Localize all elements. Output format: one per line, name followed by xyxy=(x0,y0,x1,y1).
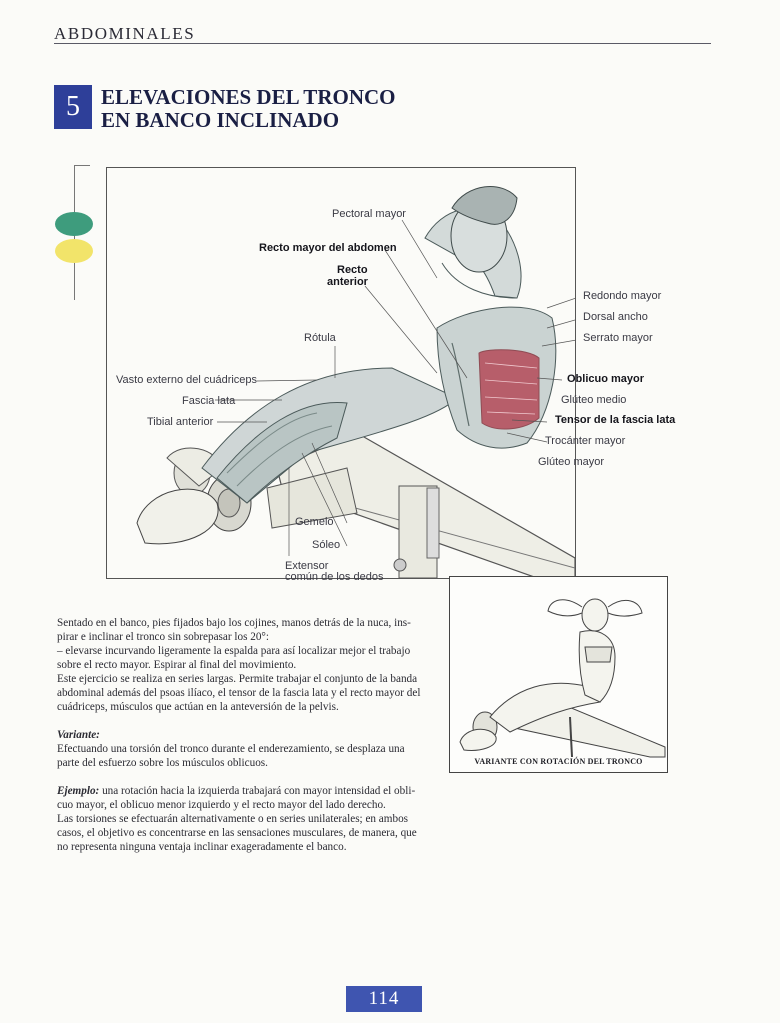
text-line: parte del esfuerzo sobre los músculos oblicuos. xyxy=(57,757,268,769)
text-line: Las torsiones se efectuarán alternativamente o en series unilaterales; en ambos xyxy=(57,813,409,825)
ejemplo-line xyxy=(57,784,430,798)
text-line: sobre el recto mayor. Espirar al final del movimiento. xyxy=(57,659,297,671)
exercise-number-badge: 5 xyxy=(54,85,92,129)
label-extensor-2: común de los dedos xyxy=(285,571,384,583)
label-tibial-anterior: Tibial anterior xyxy=(147,416,214,428)
label-gluteo-medio: Glúteo medio xyxy=(561,394,627,406)
label-gemelo: Gemelo xyxy=(295,516,334,528)
variant-drawing xyxy=(450,577,667,772)
level-dot-yellow xyxy=(55,239,93,263)
label-serrato-mayor: Serrato mayor xyxy=(583,332,653,344)
label-recto-mayor-abdomen: Recto mayor del abdomen xyxy=(259,242,397,254)
text-line: Efectuando una torsión del tronco durante el enderezamiento, se desplaza una xyxy=(57,743,405,755)
text-line: Este ejercicio se realiza en series largas. Permite trabajar el conjunto de la banda xyxy=(57,673,418,685)
ejemplo-text: una rotación hacia la izquierda trabajará con mayor intensidad el obli- xyxy=(99,785,416,797)
anatomy-illustration xyxy=(106,167,576,579)
ejemplo-label: Ejemplo: xyxy=(57,785,100,797)
side-bracket-top xyxy=(74,165,90,166)
exercise-title-line2: EN BANCO INCLINADO xyxy=(101,108,340,132)
label-redondo-mayor: Redondo mayor xyxy=(583,290,662,302)
text-line: no representa ninguna ventaja inclinar exageradamente el banco. xyxy=(57,841,347,853)
page-number: 114 xyxy=(346,986,422,1012)
text-line: cuádriceps, músculos que actúan en la anteversión de la pelvis. xyxy=(57,701,339,713)
label-gluteo-mayor: Glúteo mayor xyxy=(538,456,605,468)
label-trocanter-mayor: Trocánter mayor xyxy=(545,435,626,447)
text-line: Sentado en el banco, pies fijados bajo los cojines, manos detrás de la nuca, ins- xyxy=(57,617,411,629)
label-rotula: Rótula xyxy=(304,332,336,344)
label-oblicuo-mayor: Oblicuo mayor xyxy=(567,373,645,385)
label-dorsal-ancho: Dorsal ancho xyxy=(583,311,648,323)
text-line: – elevarse incurvando ligeramente la espalda para así localizar mejor el trabajo xyxy=(57,645,411,657)
label-vasto-externo: Vasto externo del cuádriceps xyxy=(116,374,258,386)
label-extensor-1: Extensor xyxy=(285,560,329,572)
section-header: ABDOMINALES xyxy=(54,24,196,43)
anatomy-drawing xyxy=(107,168,575,578)
label-soleo: Sóleo xyxy=(312,539,341,551)
description-text xyxy=(57,616,430,854)
level-dot-green xyxy=(55,212,93,236)
text-line: abdominal además del psoas ilíaco, el tensor de la fascia lata y el recto mayor del xyxy=(57,687,421,699)
label-anterior: anterior xyxy=(327,276,368,288)
label-recto: Recto xyxy=(337,264,368,276)
text-line: casos, el objetivo es concentrarse en las sensaciones musculares, de manera, que xyxy=(57,827,417,839)
exercise-title-line1: ELEVACIONES DEL TRONCO xyxy=(101,85,396,109)
text-line: pirar e inclinar el tronco sin sobrepasar los 20°: xyxy=(57,631,269,643)
variant-illustration xyxy=(449,576,668,773)
exercise-title xyxy=(101,86,395,132)
header-rule xyxy=(54,43,711,44)
variante-heading: Variante: xyxy=(57,729,100,741)
label-tensor-fascia-lata: Tensor de la fascia lata xyxy=(555,414,676,426)
text-line: cuo mayor, el oblicuo menor izquierdo y el recto mayor del lado derecho. xyxy=(57,799,386,811)
label-fascia-lata: Fascia lata xyxy=(182,395,236,407)
label-pectoral-mayor: Pectoral mayor xyxy=(332,208,406,220)
variant-caption: VARIANTE CON ROTACIÓN DEL TRONCO xyxy=(474,757,643,766)
